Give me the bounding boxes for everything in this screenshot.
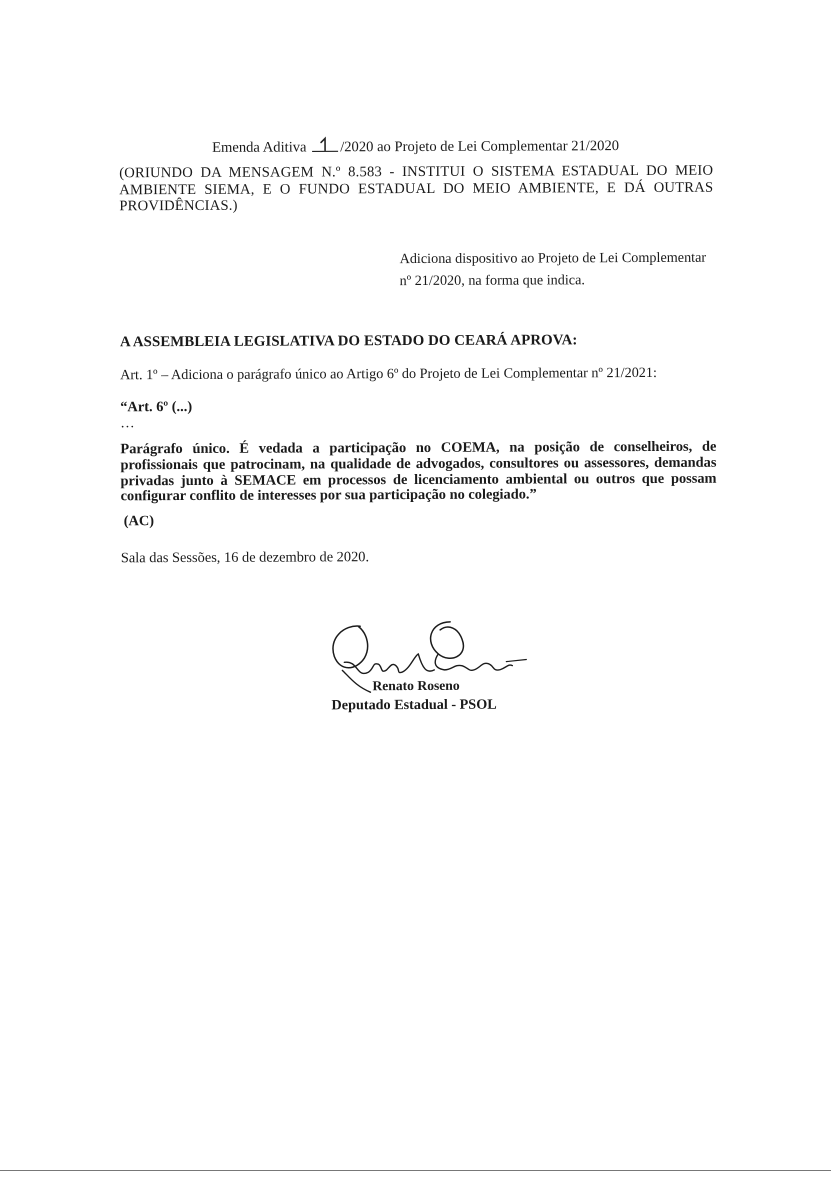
paragraph-line-3: privadas junto à SEMACE em processos de licenciamento ambiental ou outros que possam xyxy=(120,470,717,489)
paragraph-line-4: configurar conflito de interesses por sua participação no colegiado.” xyxy=(120,486,537,505)
title-suffix: /2020 ao Projeto de Lei Complementar 21/2020 xyxy=(340,138,620,156)
signer-role: Deputado Estadual - PSOL xyxy=(331,696,497,714)
signer-name: Renato Roseno xyxy=(372,677,460,694)
origin-line-1: (ORIUNDO DA MENSAGEM N.º 8.583 - INSTITUI O SISTEMA ESTADUAL DO MEIO xyxy=(119,162,714,182)
article-1: Art. 1º – Adiciona o parágrafo único ao Artigo 6º do Projeto de Lei Complementar nº 21/2021: xyxy=(120,364,657,384)
paragraph-line-1: Parágrafo único. É vedada a participação no COEMA, na posição de conselheiros, de xyxy=(120,438,717,458)
assembly-heading: A ASSEMBLEIA LEGISLATIVA DO ESTADO DO CEARÁ APROVA: xyxy=(119,332,578,351)
handwritten-one-icon xyxy=(310,134,340,154)
session-date: Sala das Sessões, 16 de dezembro de 2020. xyxy=(120,549,370,567)
title-prefix: Emenda Aditiva xyxy=(212,139,311,156)
origin-note xyxy=(119,163,713,215)
omission-ellipsis: … xyxy=(120,415,135,432)
paragraph-line-2: profissionais que patrocinam, na qualidade de advogados, consultores ou assessores, demandas xyxy=(120,454,717,474)
bottom-scan-edge xyxy=(0,1170,831,1171)
ementa-line-2: nº 21/2020, na forma que indica. xyxy=(399,271,585,289)
origin-line-2: AMBIENTE SIEMA, E O FUNDO ESTADUAL DO MEIO AMBIENTE, E DÁ OUTRAS xyxy=(119,179,714,198)
handwritten-number xyxy=(310,135,340,151)
amendment-title xyxy=(212,134,619,157)
origin-line-3: PROVIDÊNCIAS.) xyxy=(119,197,238,215)
ementa-line-1: Adiciona dispositivo ao Projeto de Lei Complementar xyxy=(399,249,707,268)
ementa xyxy=(400,248,726,292)
sole-paragraph xyxy=(120,440,716,506)
article-6-reference: “Art. 6º (...) xyxy=(120,398,193,416)
ac-marker: (AC) xyxy=(123,513,155,530)
